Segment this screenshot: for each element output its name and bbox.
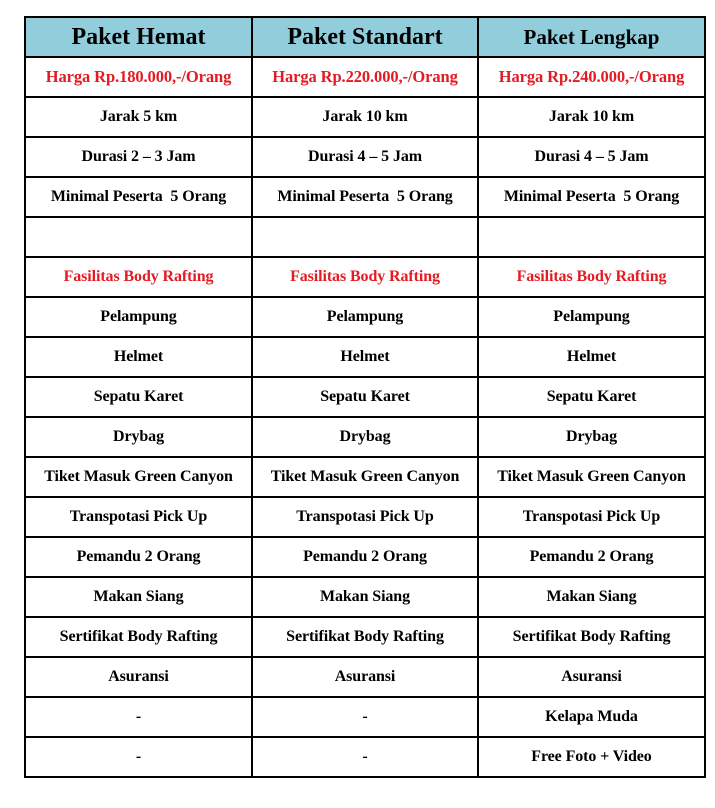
price-cell-hemat: Harga Rp.180.000,-/Orang: [25, 57, 252, 97]
table-body: [25, 57, 705, 777]
table-cell: Jarak 5 km: [25, 97, 252, 137]
table-cell: Minimal Peserta 5 Orang: [252, 177, 478, 217]
min-participants-row: [25, 177, 705, 217]
table-cell: Durasi 4 – 5 Jam: [478, 137, 705, 177]
table-cell: Pelampung: [25, 297, 252, 337]
facility-row-kelapa-muda: [25, 697, 705, 737]
table-cell: Sepatu Karet: [478, 377, 705, 417]
table-cell: Durasi 4 – 5 Jam: [252, 137, 478, 177]
table-cell: Asuransi: [25, 657, 252, 697]
table-cell: Sertifikat Body Rafting: [478, 617, 705, 657]
facility-row-sepatu-karet: [25, 377, 705, 417]
header-paket-hemat: Paket Hemat: [25, 17, 252, 57]
duration-row: [25, 137, 705, 177]
table-cell: Drybag: [25, 417, 252, 457]
empty-row: [25, 217, 705, 257]
table-cell: Makan Siang: [252, 577, 478, 617]
table-cell: Jarak 10 km: [478, 97, 705, 137]
facility-row-foto-video: [25, 737, 705, 777]
header-paket-lengkap: Paket Lengkap: [478, 17, 705, 57]
price-cell-lengkap: Harga Rp.240.000,-/Orang: [478, 57, 705, 97]
table-cell: Transpotasi Pick Up: [252, 497, 478, 537]
facility-row-pelampung: [25, 297, 705, 337]
header-row: [25, 17, 705, 57]
empty-cell: [25, 217, 252, 257]
table-cell: Tiket Masuk Green Canyon: [252, 457, 478, 497]
table-cell: Pemandu 2 Orang: [25, 537, 252, 577]
facility-row-asuransi: [25, 657, 705, 697]
table-cell: Kelapa Muda: [478, 697, 705, 737]
table-cell: Transpotasi Pick Up: [478, 497, 705, 537]
price-cell-standart: Harga Rp.220.000,-/Orang: [252, 57, 478, 97]
table-cell: Makan Siang: [25, 577, 252, 617]
table-cell: Helmet: [25, 337, 252, 377]
facility-row-pemandu: [25, 537, 705, 577]
empty-cell: [252, 217, 478, 257]
table-cell: Free Foto + Video: [478, 737, 705, 777]
table-cell: Pemandu 2 Orang: [478, 537, 705, 577]
distance-row: [25, 97, 705, 137]
table-cell: Tiket Masuk Green Canyon: [478, 457, 705, 497]
table-header: [25, 17, 705, 57]
table-cell: Minimal Peserta 5 Orang: [25, 177, 252, 217]
table-cell: -: [25, 737, 252, 777]
table-cell: Pemandu 2 Orang: [252, 537, 478, 577]
table-cell: Makan Siang: [478, 577, 705, 617]
facility-row-drybag: [25, 417, 705, 457]
facility-row-transport: [25, 497, 705, 537]
table-cell: Sertifikat Body Rafting: [25, 617, 252, 657]
facility-row-sertifikat: [25, 617, 705, 657]
price-row: [25, 57, 705, 97]
table-cell: -: [25, 697, 252, 737]
table-cell: Helmet: [252, 337, 478, 377]
table-cell: Minimal Peserta 5 Orang: [478, 177, 705, 217]
table-cell: Jarak 10 km: [252, 97, 478, 137]
table-cell: Tiket Masuk Green Canyon: [25, 457, 252, 497]
table-cell: Drybag: [252, 417, 478, 457]
section-heading-cell: Fasilitas Body Rafting: [478, 257, 705, 297]
header-paket-standart: Paket Standart: [252, 17, 478, 57]
facility-row-helmet: [25, 337, 705, 377]
table-cell: Durasi 2 – 3 Jam: [25, 137, 252, 177]
empty-cell: [478, 217, 705, 257]
table-cell: Pelampung: [478, 297, 705, 337]
table-cell: Transpotasi Pick Up: [25, 497, 252, 537]
table-cell: -: [252, 697, 478, 737]
facilities-heading-row: [25, 257, 705, 297]
table-cell: Asuransi: [252, 657, 478, 697]
package-comparison-table: [24, 16, 706, 778]
table-cell: Sertifikat Body Rafting: [252, 617, 478, 657]
table-cell: Asuransi: [478, 657, 705, 697]
section-heading-cell: Fasilitas Body Rafting: [252, 257, 478, 297]
table-cell: -: [252, 737, 478, 777]
facility-row-makan: [25, 577, 705, 617]
table-cell: Helmet: [478, 337, 705, 377]
section-heading-cell: Fasilitas Body Rafting: [25, 257, 252, 297]
table-cell: Sepatu Karet: [252, 377, 478, 417]
table-cell: Pelampung: [252, 297, 478, 337]
table-cell: Drybag: [478, 417, 705, 457]
facility-row-tiket: [25, 457, 705, 497]
table-cell: Sepatu Karet: [25, 377, 252, 417]
